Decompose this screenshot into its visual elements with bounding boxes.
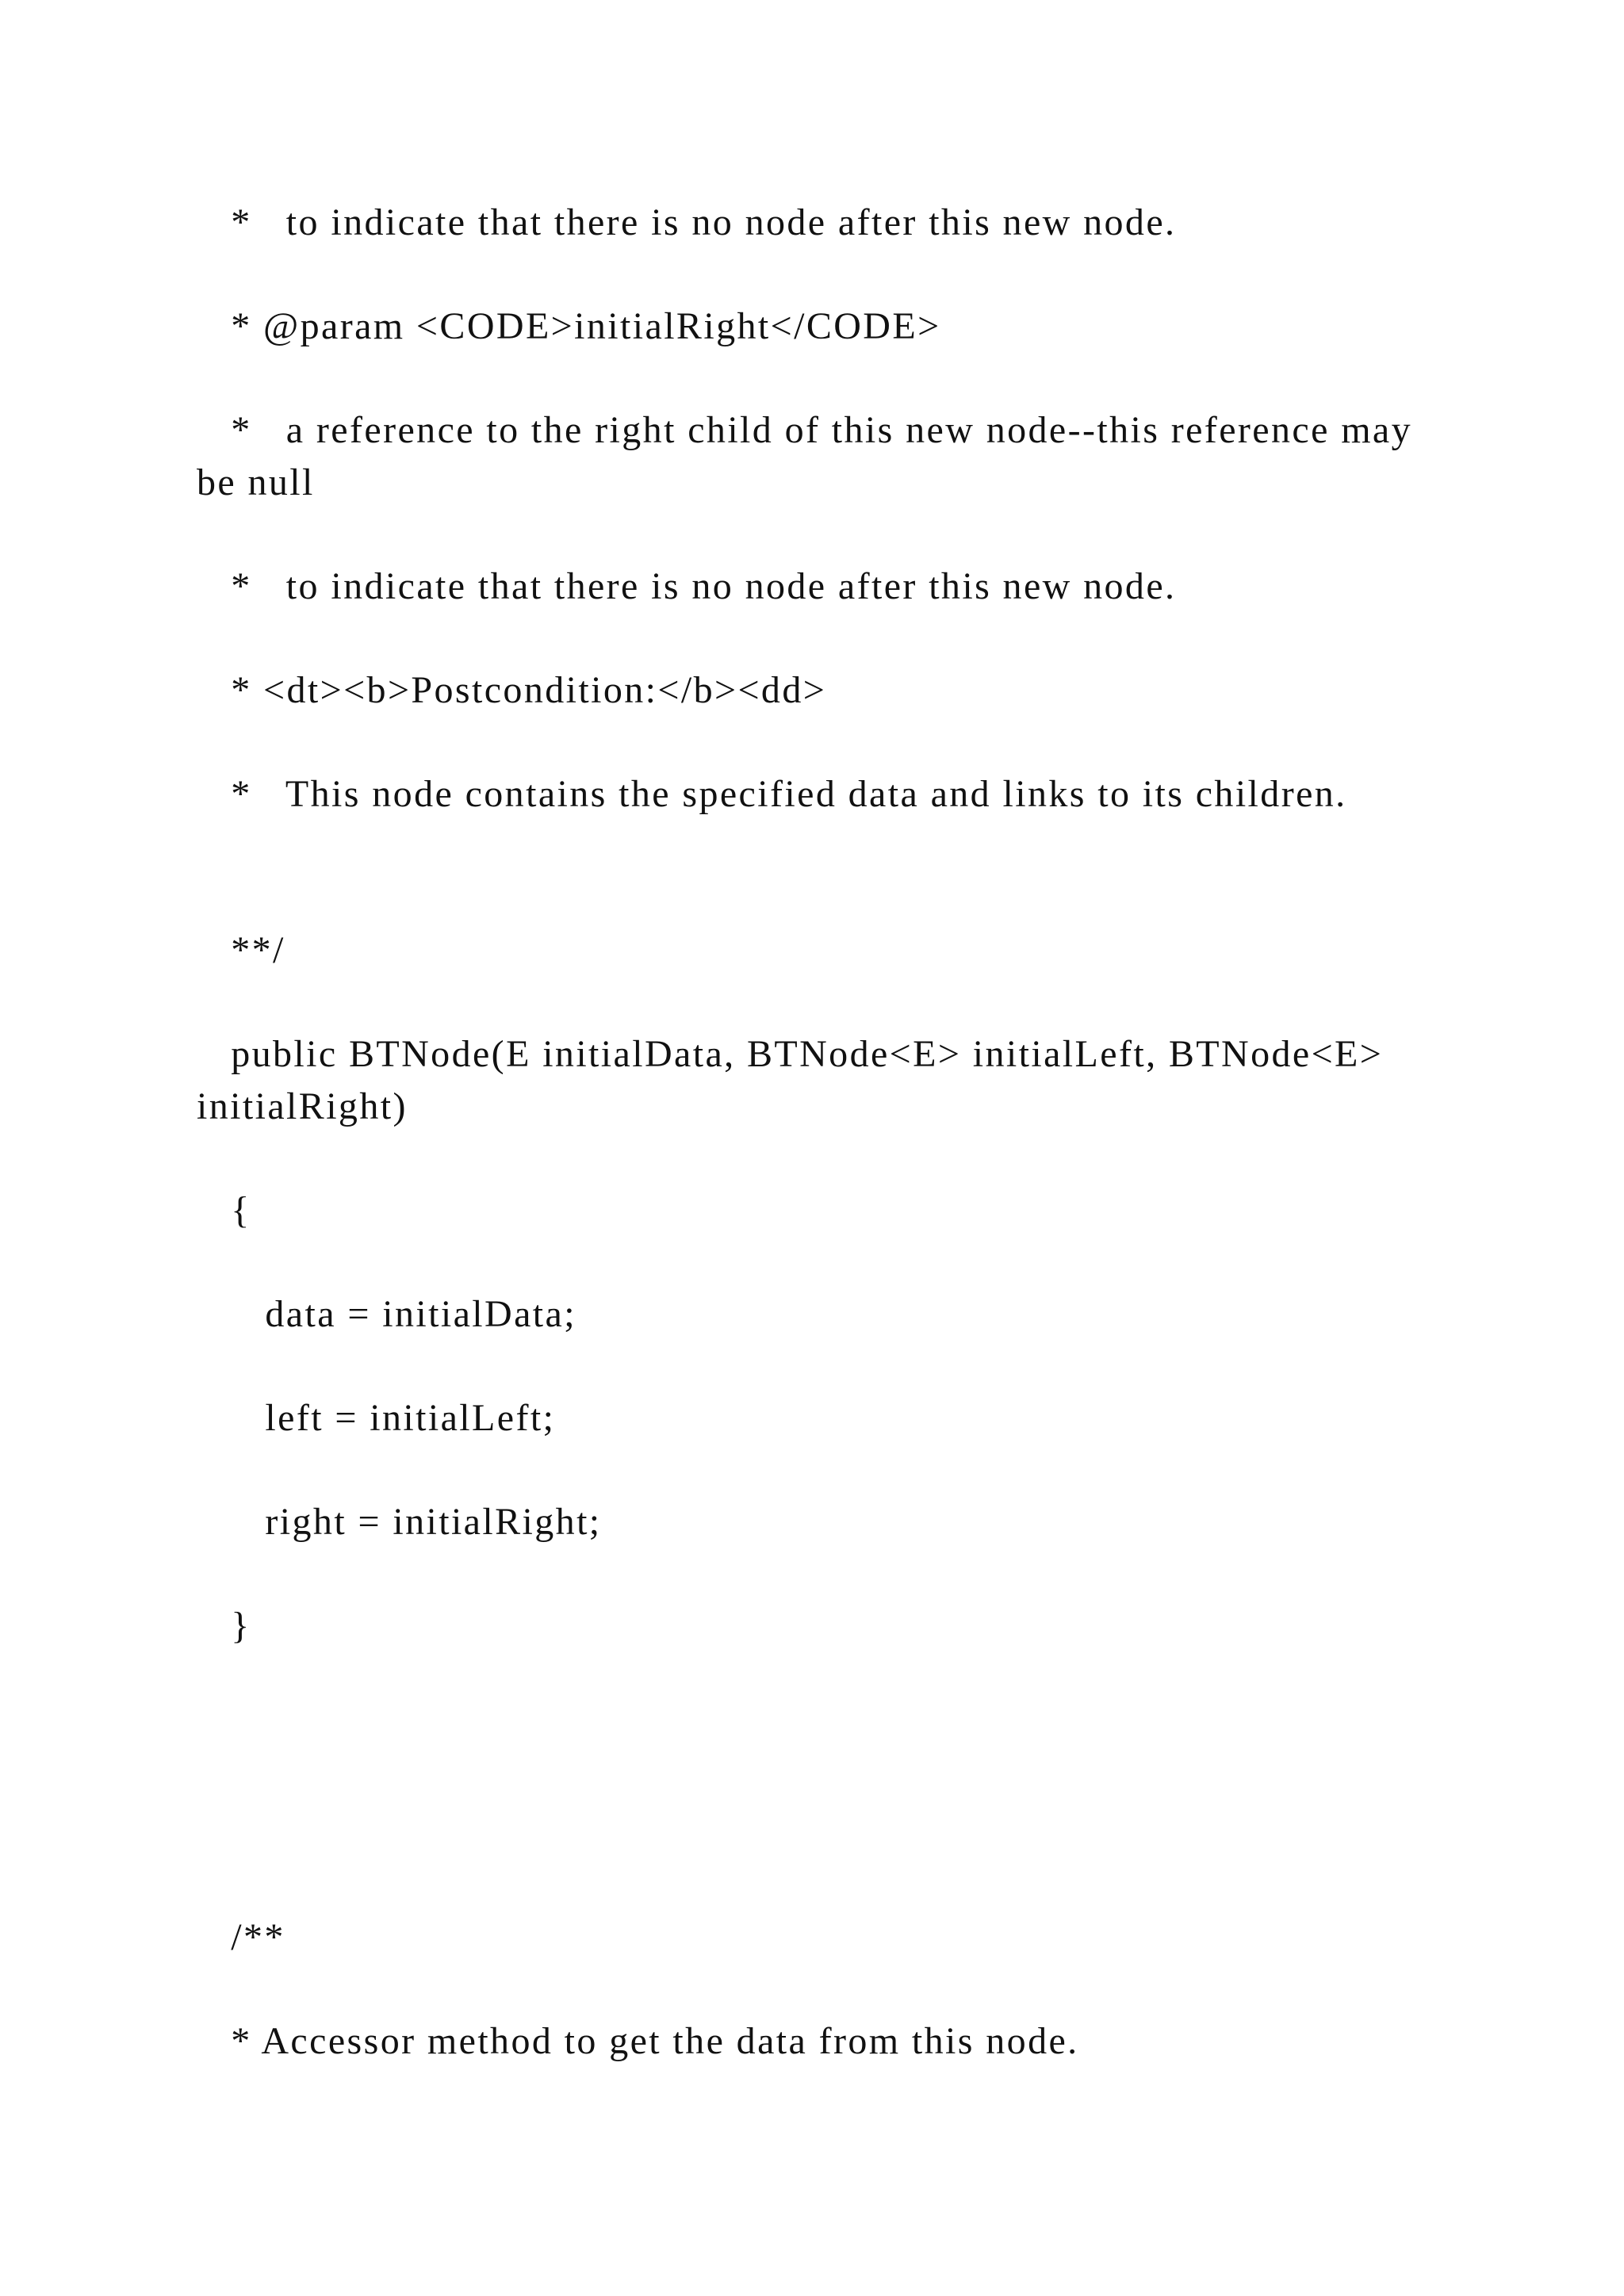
data-assignment-line: data = initialData; — [197, 1293, 576, 1335]
comment-line-postcondition: * <dt><b>Postcondition:</b><dd> — [197, 669, 827, 711]
comment-line-node-contains-data: * This node contains the specified data and links to its children. — [197, 773, 1347, 815]
comment-end-line: **/ — [197, 929, 285, 971]
left-assignment-line: left = initialLeft; — [197, 1397, 556, 1439]
open-brace-line: { — [197, 1189, 251, 1231]
right-assignment-line: right = initialRight; — [197, 1501, 602, 1543]
comment-start-line: /** — [197, 1916, 285, 1958]
comment-line-accessor-method: * Accessor method to get the data from this node. — [197, 2020, 1079, 2062]
comment-line-param-initial-right: * @param <CODE>initialRight</CODE> — [197, 305, 941, 347]
close-brace-line: } — [197, 1605, 251, 1647]
comment-line-no-node-after-1: * to indicate that there is no node after this new node. — [197, 201, 1177, 243]
comment-line-right-child-reference: * a reference to the right child of this new node--this reference may be null — [197, 409, 1424, 503]
comment-line-no-node-after-2: * to indicate that there is no node after this new node. — [197, 565, 1177, 607]
constructor-signature-line: public BTNode(E initialData, BTNode<E> initialLeft, BTNode<E> initialRight) — [197, 1033, 1395, 1127]
